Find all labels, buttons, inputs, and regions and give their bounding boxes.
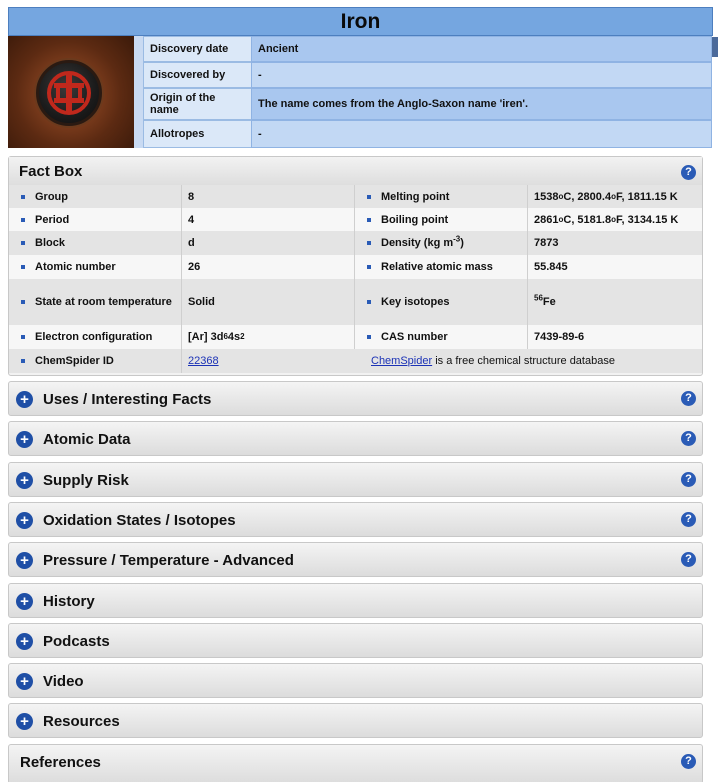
fact-row (9, 185, 702, 208)
help-icon[interactable]: ? (681, 391, 696, 406)
fact-label: Boiling point (381, 213, 449, 226)
info-row-allotropes (143, 120, 712, 148)
fact-label: Key isotopes (381, 296, 450, 308)
bullet-icon (21, 241, 25, 245)
fact-value: 26 (182, 255, 355, 279)
bullet-icon (21, 195, 25, 199)
page-title: Iron (8, 7, 713, 36)
help-icon[interactable]: ? (681, 512, 696, 527)
info-value: Ancient (251, 36, 712, 62)
info-value: - (251, 62, 712, 88)
bullet-icon (21, 335, 25, 339)
help-icon[interactable]: ? (681, 472, 696, 487)
section-atomic-data[interactable] (8, 421, 703, 456)
fact-label: State at room temperature (35, 296, 172, 308)
section-video[interactable] (8, 663, 703, 698)
section-label: Uses / Interesting Facts (43, 391, 212, 408)
fact-row-chemspider (9, 349, 702, 373)
expand-plus-icon[interactable]: + (16, 713, 33, 730)
expand-plus-icon[interactable]: + (16, 593, 33, 610)
section-label: Supply Risk (43, 472, 129, 489)
fact-box-panel (8, 156, 703, 376)
expand-plus-icon[interactable]: + (16, 633, 33, 650)
fact-row (9, 208, 702, 231)
bullet-icon (21, 359, 25, 363)
fact-label: CAS number (381, 331, 448, 343)
fact-value: 2861 o C, 5181.8 o F, 3134.15 K (534, 213, 679, 226)
fact-value: 4 (182, 208, 355, 231)
element-image (8, 36, 134, 148)
bullet-icon (21, 265, 25, 269)
section-supply-risk[interactable] (8, 462, 703, 497)
fact-label: Relative atomic mass (381, 261, 493, 273)
fact-value: Solid (182, 279, 355, 325)
section-resources[interactable] (8, 703, 703, 738)
fact-label: Electron configuration (35, 331, 153, 343)
info-row-origin (143, 88, 712, 120)
fact-value: d (182, 231, 355, 255)
fact-box-title: Fact Box (19, 162, 83, 180)
bullet-icon (367, 335, 371, 339)
expand-plus-icon[interactable]: + (16, 391, 33, 408)
section-label: Oxidation States / Isotopes (43, 512, 236, 529)
fact-label: Density (kg $m^{-3}$) (381, 234, 464, 249)
expand-plus-icon[interactable]: + (16, 673, 33, 690)
bullet-icon (21, 300, 25, 304)
info-label: Discovered by (143, 62, 251, 88)
section-references[interactable] (8, 744, 703, 782)
fact-row (9, 325, 702, 349)
section-label: Resources (43, 713, 120, 730)
bullet-icon (367, 241, 371, 245)
expand-plus-icon[interactable]: + (16, 552, 33, 569)
section-oxidation-states[interactable] (8, 502, 703, 537)
info-label: Discovery date (143, 36, 251, 62)
element-header (8, 36, 712, 148)
fact-label: Period (35, 213, 70, 226)
fact-value: 1538 o C, 2800.4 o F, 1811.15 K (534, 190, 678, 203)
section-label: Podcasts (43, 633, 110, 650)
scrollbar-thumb[interactable] (712, 37, 718, 57)
section-label: Video (43, 673, 84, 690)
chemspider-id-link[interactable]: 22368 (188, 355, 219, 367)
fact-row (9, 279, 702, 325)
fact-value: 55.845 (534, 261, 568, 273)
bullet-icon (367, 218, 371, 222)
bullet-icon (367, 195, 371, 199)
fact-label: ChemSpider ID (35, 355, 114, 367)
help-icon[interactable]: ? (681, 552, 696, 567)
iron-element-logo-icon (46, 70, 92, 116)
fact-value: 7873 (534, 237, 559, 249)
bullet-icon (367, 300, 371, 304)
help-icon[interactable]: ? (681, 165, 696, 180)
section-label: Atomic Data (43, 431, 131, 448)
fact-label: Melting point (381, 190, 450, 203)
section-history[interactable] (8, 583, 703, 618)
info-value: The name comes from the Anglo-Saxon name 'iren'. (251, 88, 712, 120)
fact-label: Group (35, 190, 68, 203)
section-pressure-temperature[interactable] (8, 542, 703, 577)
section-uses[interactable] (8, 381, 703, 416)
expand-plus-icon[interactable]: + (16, 431, 33, 448)
fact-value: 8 (182, 185, 355, 208)
expand-plus-icon[interactable]: + (16, 512, 33, 529)
help-icon[interactable]: ? (681, 431, 696, 446)
fact-value: $^{56}$Fe (534, 293, 556, 308)
help-icon[interactable]: ? (681, 754, 696, 769)
chemspider-note: is a free chemical structure database (432, 355, 615, 367)
section-label: Pressure / Temperature - Advanced (43, 552, 294, 569)
section-podcasts[interactable] (8, 623, 703, 658)
info-label: Origin of the name (143, 88, 251, 120)
info-value: - (251, 120, 712, 148)
fact-row (9, 231, 702, 255)
fact-box-header[interactable] (9, 157, 702, 185)
section-label: History (43, 593, 95, 610)
fact-value: [Ar] 3d 6 4s 2 (182, 325, 355, 349)
bullet-icon (21, 218, 25, 222)
info-row-discovery-date (143, 36, 712, 62)
info-label: Allotropes (143, 120, 251, 148)
fact-label: Block (35, 237, 65, 249)
bullet-icon (367, 265, 371, 269)
fact-label: Atomic number (35, 261, 116, 273)
info-row-discovered-by (143, 62, 712, 88)
chemspider-link[interactable]: ChemSpider (371, 355, 433, 367)
element-info-table (143, 36, 712, 148)
fact-value: 7439-89-6 (534, 331, 585, 343)
expand-plus-icon[interactable]: + (16, 472, 33, 489)
section-label: References (20, 753, 101, 771)
fact-row (9, 255, 702, 279)
